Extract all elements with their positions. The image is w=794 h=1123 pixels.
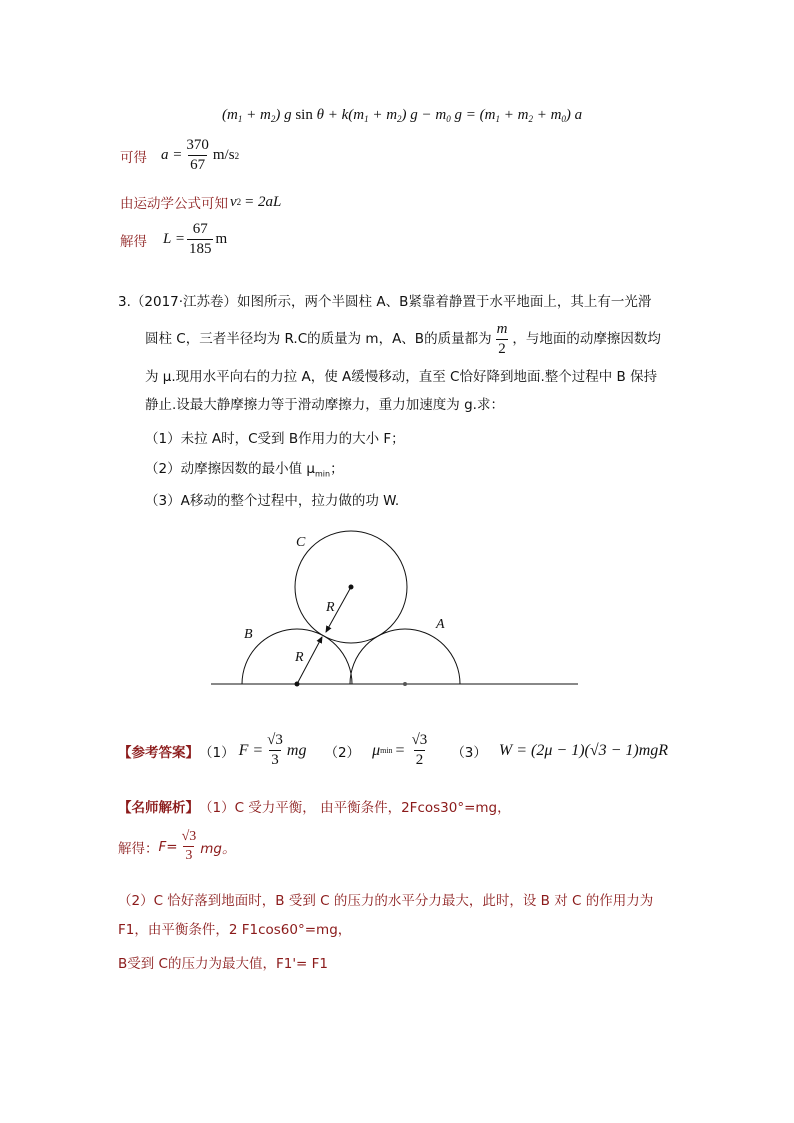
- label-a: A: [436, 617, 445, 632]
- question-2-sub: min: [314, 469, 331, 479]
- answer-f-fraction: [265, 733, 285, 768]
- problem-line-3: 为 μ.现用水平向右的力拉 A，使 A缓慢移动，直至 C恰好降到地面.整个过程中 B 保持: [145, 369, 658, 385]
- ke-de-unit: m/s: [212, 147, 235, 163]
- answer-f-rhs: mg: [286, 741, 307, 759]
- jie-de-num: 67: [192, 221, 208, 237]
- problem-line-2: [145, 322, 661, 357]
- kinematics-rhs: = 2aL: [244, 193, 282, 210]
- analysis-tag: 【名师解析】: [118, 800, 199, 816]
- mass-fraction: [495, 322, 510, 357]
- jie-de-den: 185: [188, 241, 212, 257]
- answer-f-lhs: F =: [238, 741, 264, 759]
- analysis-solve-lhs: F=: [158, 838, 178, 855]
- label-r-bottom: R: [295, 650, 304, 665]
- answer-tag: 【参考答案】: [118, 744, 199, 761]
- answer-mu-num: √3: [411, 732, 428, 748]
- kinematics-lhs: v: [230, 193, 237, 210]
- answer-mu-fraction: [410, 733, 430, 768]
- problem-line-1: [118, 296, 651, 310]
- question-2-text: （2）动摩擦因数的最小值 μ: [145, 461, 315, 477]
- question-2: [145, 463, 344, 479]
- mass-fraction-num: m: [496, 321, 508, 337]
- answer-mu-den: 2: [415, 752, 424, 768]
- jie-de-label: 解得: [120, 233, 147, 250]
- label-c: C: [296, 535, 306, 550]
- analysis-solve-fraction: [180, 830, 199, 863]
- problem-line-4: 静止.设最大静摩擦力等于滑动摩擦力，重力加速度为 g.求：: [145, 397, 504, 413]
- analysis-solve: [118, 830, 236, 863]
- ke-de-unit-sup: 2: [234, 150, 240, 161]
- problem-number: 3.: [118, 294, 131, 310]
- problem-source: （2017·江苏卷）: [130, 294, 238, 310]
- question-1: （1）未拉 A时，C受到 B作用力的大小 F；: [145, 431, 405, 447]
- problem-text-2b: ，与地面的动摩擦因数均: [512, 330, 661, 347]
- analysis-solve-den: 3: [185, 848, 193, 863]
- cylinders-figure: [200, 528, 590, 698]
- kinematics-text: 由运动学公式可知: [120, 196, 228, 212]
- ke-de-line: [120, 138, 239, 173]
- answer-mu-sub: min: [380, 746, 393, 755]
- analysis-solve-num: √3: [181, 829, 197, 844]
- kinematics-line: [120, 192, 281, 212]
- problem-text-1: 如图所示，两个半圆柱 A、B紧靠着静置于水平地面上，其上有一光滑: [237, 294, 652, 310]
- problem-text-2a: 圆柱 C，三者半径均为 R.C的质量为 m，A、B的质量都为: [145, 330, 492, 347]
- ke-de-fraction: [184, 138, 211, 173]
- jie-de-unit: m: [215, 231, 228, 247]
- ke-de-num: 370: [186, 137, 209, 153]
- analysis-line-3: F1，由平衡条件，2 F1cos60°=mg，: [118, 922, 352, 938]
- answer-f-den: 3: [271, 752, 279, 768]
- answer-part-2: （2）: [324, 744, 361, 761]
- label-r-top: R: [326, 600, 335, 615]
- answer-part-3: （3）: [451, 744, 487, 761]
- answer-mu: μ: [372, 741, 381, 759]
- semicylinder-a: [350, 629, 460, 684]
- header-equation: $(m_1 + m_2)$ g $\sin \theta + k(m_1 + m_2) g - m_0$ $g = (m_1 + m_2 + m_0)$ a: [222, 107, 583, 124]
- question-3: （3）A移动的整个过程中，拉力做的功 W.: [145, 493, 400, 509]
- analysis-line-4: B受到 C的压力为最大值，F1'= F1: [118, 956, 329, 972]
- answer-w: W = (2μ − 1)(√3 − 1)mgR: [498, 741, 669, 759]
- answer-line: [118, 733, 668, 768]
- answer-part-1: （1）: [199, 744, 235, 761]
- question-2-end: ；: [330, 461, 344, 477]
- jie-de-lhs: L =: [163, 231, 185, 247]
- answer-f-num: √3: [267, 732, 283, 748]
- jie-de-line: [120, 222, 227, 257]
- analysis-solve-label: 解得：: [118, 840, 159, 857]
- analysis-line-2: （2）C 恰好落到地面时，B 受到 C 的压力的水平分力最大，此时，设 B 对 C 的作用力为: [118, 893, 654, 909]
- analysis-solve-rhs: mg。: [200, 840, 236, 857]
- center-a: [403, 682, 407, 686]
- jie-de-fraction: [187, 222, 214, 257]
- answer-mu-eq: =: [395, 741, 405, 759]
- ke-de-lhs: a =: [161, 147, 183, 163]
- ke-de-den: 67: [190, 157, 206, 173]
- analysis-text-1: （1）C 受力平衡， 由平衡条件，2Fcos30°=mg，: [199, 800, 511, 816]
- analysis-line-1: [118, 796, 511, 816]
- ke-de-label: 可得: [120, 149, 147, 166]
- mass-fraction-den: 2: [498, 341, 506, 357]
- label-b: B: [244, 627, 253, 642]
- kinematics-sup: 2: [236, 197, 242, 207]
